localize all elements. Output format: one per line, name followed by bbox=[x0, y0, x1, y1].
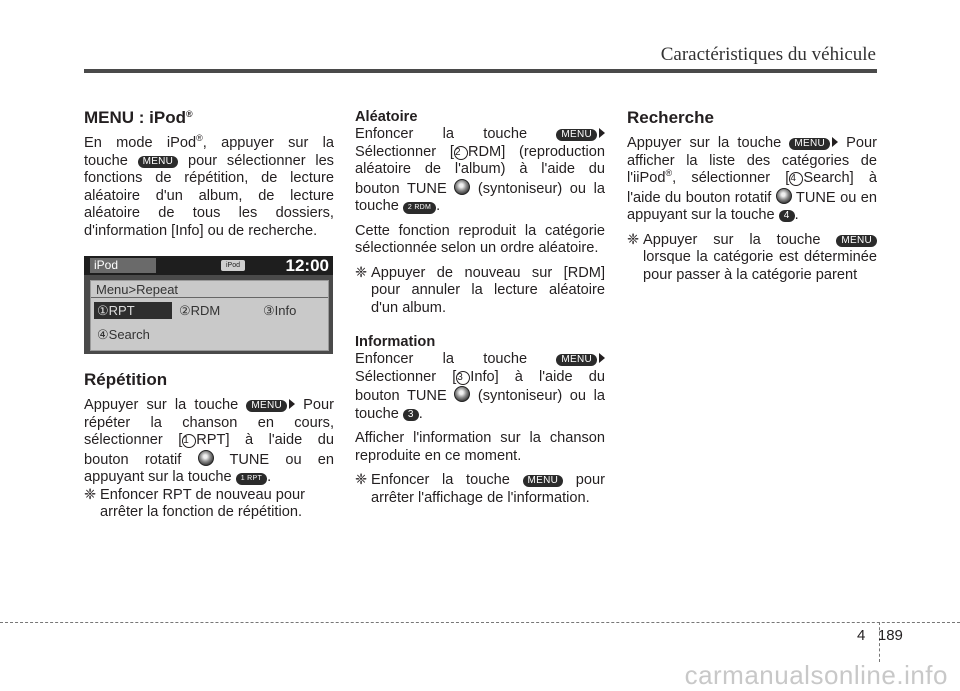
ipod-screen-image bbox=[84, 256, 333, 354]
section-heading-recherche: Recherche bbox=[627, 108, 714, 127]
intro-line: touche MENU pour sélectionner les bbox=[84, 152, 334, 169]
column-3 bbox=[627, 108, 877, 284]
watermark: carmanualsonline.info bbox=[684, 660, 948, 690]
screen-item-info: ③Info bbox=[263, 303, 297, 318]
note-line: arrêter l'affichage de l'information. bbox=[371, 489, 590, 506]
menu-key: MENU bbox=[556, 354, 597, 366]
header-rule bbox=[84, 69, 877, 73]
page-number: 4 189 bbox=[857, 627, 903, 644]
screen-menu-panel bbox=[90, 280, 329, 351]
screen-item-rpt: ①RPT bbox=[97, 303, 135, 318]
intro-line: d'information [Info] ou de recherche. bbox=[84, 222, 318, 239]
section-heading-menu-ipod: MENU : iPod® bbox=[84, 108, 193, 127]
screen-item-rdm: ②RDM bbox=[179, 303, 221, 318]
intro-line: aléatoire d'un album, de lecture bbox=[84, 187, 334, 204]
paragraph-line: Cette fonction reproduit la catégorie bbox=[355, 222, 605, 239]
note-line: lorsque la catégorie est déterminée bbox=[643, 249, 877, 265]
paragraph-line: sélectionner [1 RPT] à l'aide du bbox=[84, 432, 334, 448]
screen-menu-path: Menu>Repeat bbox=[96, 282, 179, 297]
paragraph-line: bouton rotatif TUNE ou en bbox=[84, 451, 334, 468]
paragraph-line: touche 2 RDM . bbox=[355, 198, 441, 214]
note bbox=[355, 472, 605, 507]
paragraph-line: aléatoire de l'album) à l'aide du bbox=[355, 161, 605, 177]
arrow-right-icon bbox=[599, 353, 605, 363]
paragraph-line: Sélectionner [3 Info] à l'aide du bbox=[355, 368, 605, 385]
note-line: Appuyer de nouveau sur [RDM] bbox=[371, 264, 605, 281]
note-symbol: ❈ bbox=[627, 231, 640, 248]
tune-knob-icon bbox=[454, 386, 470, 402]
search-key: 4 bbox=[779, 210, 795, 222]
intro-line: fonctions de répétition, de lecture bbox=[84, 170, 334, 186]
screen-clock: 12:00 bbox=[285, 256, 329, 275]
note-line: Enfoncer la touche bbox=[371, 472, 510, 488]
paragraph-line: Appuyer sur la touche MENU Pour bbox=[84, 397, 334, 413]
section-heading-aleatoire: Aléatoire bbox=[355, 109, 418, 125]
note-line: arrêter la fonction de répétition. bbox=[100, 504, 302, 520]
footer-dashed-rule bbox=[0, 622, 960, 623]
menu-key: MENU bbox=[246, 400, 287, 412]
paragraph-line: Appuyer sur la touche MENU Pour bbox=[627, 135, 877, 151]
paragraph-line: répéter la chanson en cours, bbox=[84, 414, 334, 431]
menu-key: MENU bbox=[523, 475, 564, 487]
note-line: pour bbox=[575, 472, 606, 488]
header-title: Caractéristiques du véhicule bbox=[660, 44, 876, 65]
intro-line: En mode iPod®, appuyer sur la bbox=[84, 133, 334, 151]
screen-item-search: ④Search bbox=[97, 327, 150, 342]
menu-key: MENU bbox=[556, 129, 597, 141]
paragraph-line: bouton TUNE (syntoniseur) ou la bbox=[355, 388, 605, 404]
column-2 bbox=[355, 108, 605, 507]
rpt-key: 1 RPT bbox=[236, 473, 267, 485]
tune-knob-icon bbox=[454, 179, 470, 195]
paragraph-line: bouton TUNE (syntoniseur) ou la bbox=[355, 180, 605, 197]
paragraph-line: l'iiPod®, sélectionner [4 Search] à bbox=[627, 168, 877, 186]
note bbox=[84, 487, 334, 522]
note-symbol: ❈ bbox=[84, 486, 97, 503]
paragraph-line: l'aide du bouton rotatif TUNE ou en bbox=[627, 189, 877, 206]
menu-key: MENU bbox=[789, 138, 830, 150]
section-heading-repetition: Répétition bbox=[84, 370, 168, 389]
circled-number-icon: 1 bbox=[182, 434, 196, 448]
paragraph-line: touche 3 . bbox=[355, 405, 423, 422]
note-symbol: ❈ bbox=[355, 264, 368, 281]
note-line: Enfoncer RPT de nouveau pour bbox=[100, 486, 305, 503]
note-line: d'un album. bbox=[371, 299, 446, 316]
arrow-right-icon bbox=[599, 128, 605, 138]
info-key: 3 bbox=[403, 409, 419, 421]
tune-knob-icon bbox=[198, 450, 214, 466]
paragraph-line: reproduite en ce moment. bbox=[355, 447, 522, 464]
paragraph-line: Enfoncer la touche MENU bbox=[355, 351, 605, 369]
screen-divider bbox=[91, 297, 328, 298]
paragraph-line: appuyant sur la touche 1 RPT . bbox=[84, 469, 272, 485]
menu-key: MENU bbox=[138, 156, 179, 168]
circled-number-icon: 2 bbox=[454, 146, 468, 160]
paragraph-line: sélectionnée selon un ordre aléatoire. bbox=[355, 240, 599, 256]
arrow-right-icon bbox=[832, 137, 838, 147]
paragraph-line: Enfoncer la touche MENU bbox=[355, 126, 605, 144]
circled-number-icon: 3 bbox=[456, 371, 470, 385]
note-line: Appuyer sur la touche bbox=[643, 231, 821, 248]
paragraph-line: afficher la liste des catégories de bbox=[627, 152, 877, 169]
menu-key: MENU bbox=[836, 235, 877, 247]
rdm-key: 2 RDM bbox=[403, 202, 436, 214]
paragraph-line: Afficher l'information sur la chanson bbox=[355, 430, 605, 446]
arrow-right-icon bbox=[289, 399, 295, 409]
note-line: pour passer à la catégorie parent bbox=[643, 266, 858, 283]
tune-knob-icon bbox=[776, 188, 792, 204]
note bbox=[627, 232, 877, 285]
circled-number-icon: 4 bbox=[789, 172, 803, 186]
paragraph-line: appuyant sur la touche 4 . bbox=[627, 207, 799, 223]
screen-ipod-badge: iPod bbox=[221, 260, 245, 271]
note-symbol: ❈ bbox=[355, 472, 368, 488]
section-heading-information: Information bbox=[355, 334, 436, 350]
note bbox=[355, 265, 605, 318]
column-1 bbox=[84, 108, 334, 522]
note-line: pour annuler la lecture aléatoire bbox=[371, 282, 605, 298]
paragraph-line: Sélectionner [2 RDM] (reproduction bbox=[355, 143, 605, 160]
screen-tab: iPod bbox=[90, 258, 156, 273]
intro-line: aléatoire de tous les dossiers, bbox=[84, 205, 334, 221]
